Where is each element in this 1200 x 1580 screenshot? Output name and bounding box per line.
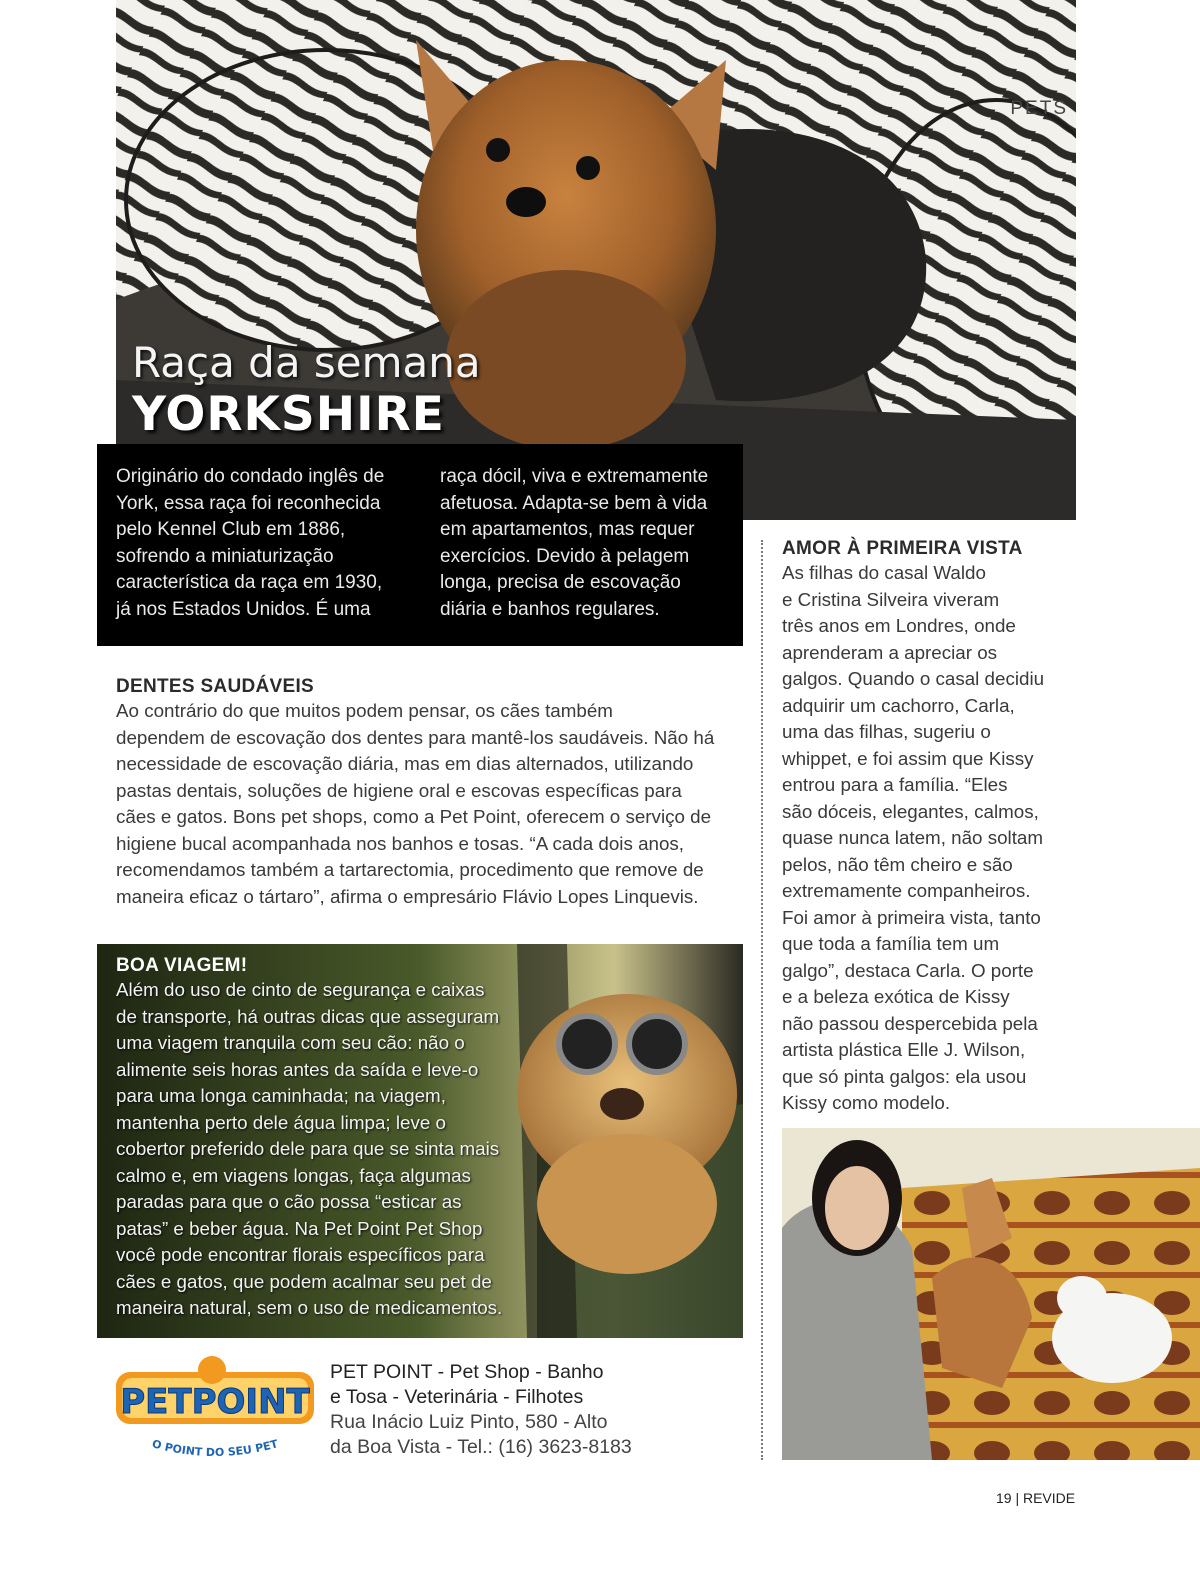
hero-title: YORKSHIRE bbox=[132, 387, 445, 442]
intro-line: raça dócil, viva e extremamente bbox=[440, 466, 709, 487]
amor-heading: AMOR À PRIMEIRA VISTA bbox=[782, 538, 1023, 559]
body-line: paradas para que o cão possa “esticar as bbox=[116, 1191, 462, 1212]
hero-kicker: Raça da semana bbox=[132, 338, 481, 387]
body-line: alimente seis horas antes da saída e leve-o bbox=[116, 1058, 479, 1080]
body-line: whippet, e foi assim que Kissy bbox=[782, 747, 1034, 769]
dentes-body bbox=[116, 698, 746, 910]
footer-address-line: da Boa Vista - Tel.: (16) 3623-8183 bbox=[330, 1436, 632, 1458]
intro-column-1 bbox=[116, 464, 416, 623]
body-line: galgos. Quando o casal decidiu bbox=[782, 668, 1045, 689]
intro-line: característica da raça em 1930, bbox=[116, 572, 383, 593]
body-line: entrou para a família. “Eles bbox=[782, 774, 1008, 795]
body-line: adquirir um cachorro, Carla, bbox=[782, 694, 1015, 716]
body-line: de transporte, há outras dicas que asseguram bbox=[116, 1005, 500, 1027]
viagem-article bbox=[97, 944, 743, 1338]
logo-tagline: O POINT DO SEU PET bbox=[150, 1437, 280, 1460]
body-line: mantenha perto dele água limpa; leve o bbox=[116, 1111, 446, 1133]
body-line: que toda a família tem um bbox=[782, 933, 1000, 954]
intro-box bbox=[97, 444, 743, 646]
body-line: não passou despercebida pela bbox=[782, 1012, 1038, 1034]
hero-photo bbox=[116, 0, 1076, 520]
body-line: Ao contrário do que muitos podem pensar, os cães também bbox=[116, 700, 613, 721]
body-line: cobertor preferido dele para que se sinta mais bbox=[116, 1138, 500, 1159]
body-line: que só pinta galgos: ela usou bbox=[782, 1065, 1027, 1087]
intro-line: exercícios. Devido à pelagem bbox=[440, 545, 690, 567]
dentes-article bbox=[116, 676, 746, 910]
body-line: maneira natural, sem o uso de medicamentos. bbox=[116, 1297, 503, 1318]
body-line: patas” e beber água. Na Pet Point Pet Shop bbox=[116, 1217, 483, 1239]
intro-line: longa, precisa de escovação bbox=[440, 572, 681, 593]
body-line: extremamente companheiros. bbox=[782, 880, 1031, 901]
body-line: uma das filhas, sugeriu o bbox=[782, 721, 991, 742]
body-line: para uma longa caminhada; na viagem, bbox=[116, 1085, 446, 1106]
footer-name-line: PET POINT - Pet Shop - Banho bbox=[330, 1361, 604, 1383]
body-line: pelos, não têm cheiro e são bbox=[782, 853, 1013, 875]
intro-line: Originário do condado inglês de bbox=[116, 466, 385, 487]
column-divider bbox=[761, 540, 763, 1460]
footer-address-line: Rua Inácio Luiz Pinto, 580 - Alto bbox=[330, 1411, 608, 1433]
body-line: dependem de escovação dos dentes para mantê-los saudáveis. Não há bbox=[116, 726, 715, 748]
body-line: Kissy como modelo. bbox=[782, 1092, 951, 1113]
body-line: e a beleza exótica de Kissy bbox=[782, 986, 1010, 1007]
page-number: 19 | REVIDE bbox=[996, 1490, 1076, 1506]
viagem-text bbox=[116, 955, 576, 1322]
footer-business-name bbox=[330, 1360, 604, 1410]
intro-column-2 bbox=[440, 464, 740, 623]
logo-wordmark: PETPOINT bbox=[120, 1382, 310, 1422]
intro-line: afetuosa. Adapta-se bem à vida bbox=[440, 492, 708, 514]
viagem-heading: BOA VIAGEM! bbox=[116, 955, 248, 976]
intro-line: sofrendo a miniaturização bbox=[116, 545, 334, 567]
yorkshire-photo bbox=[116, 0, 1076, 520]
section-label: PETS bbox=[1010, 98, 1068, 119]
body-line: pastas dentais, soluções de higiene oral e escovas específicas para bbox=[116, 779, 682, 801]
intro-line: em apartamentos, mas requer bbox=[440, 519, 695, 540]
body-line: Foi amor à primeira vista, tanto bbox=[782, 906, 1041, 928]
body-line: artista plástica Elle J. Wilson, bbox=[782, 1039, 1026, 1060]
petpoint-logo bbox=[112, 1356, 318, 1464]
dentes-heading: DENTES SAUDÁVEIS bbox=[116, 676, 315, 697]
woman-whippet-illustration bbox=[782, 1128, 1200, 1460]
body-line: galgo”, destaca Carla. O porte bbox=[782, 959, 1034, 981]
intro-line: York, essa raça foi reconhecida bbox=[116, 492, 381, 514]
body-line: recomendamos também a tartarectomia, procedimento que remove de bbox=[116, 859, 704, 880]
body-line: quase nunca latem, não soltam bbox=[782, 827, 1044, 848]
body-line: três anos em Londres, onde bbox=[782, 615, 1016, 636]
body-line: cães e gatos, que podem acalmar seu pet de bbox=[116, 1270, 492, 1292]
body-line: aprenderam a apreciar os bbox=[782, 641, 998, 663]
body-line: necessidade de escovação diária, mas em dias alternados, utilizando bbox=[116, 753, 694, 774]
petpoint-logo-art bbox=[112, 1356, 318, 1464]
body-line: As filhas do casal Waldo bbox=[782, 562, 986, 583]
intro-line: já nos Estados Unidos. É uma bbox=[116, 598, 371, 620]
body-line: cães e gatos. Bons pet shops, como a Pet Point, oferecem o serviço de bbox=[116, 806, 712, 827]
body-line: higiene bucal acompanhada nos banhos e tosas. “A cada dois anos, bbox=[116, 832, 685, 854]
amor-article bbox=[782, 538, 1082, 1117]
body-line: são dóceis, elegantes, calmos, bbox=[782, 800, 1039, 822]
body-line: uma viagem tranquila com seu cão: não o bbox=[116, 1032, 465, 1053]
body-line: Além do uso de cinto de segurança e caixas bbox=[116, 979, 485, 1000]
footer-address bbox=[330, 1410, 632, 1460]
woman-whippet-photo bbox=[782, 1128, 1200, 1460]
body-line: você pode encontrar florais específicos para bbox=[116, 1244, 485, 1265]
body-line: e Cristina Silveira viveram bbox=[782, 588, 1000, 610]
intro-line: pelo Kennel Club em 1886, bbox=[116, 519, 346, 540]
body-line: calmo e, em viagens longas, faça algumas bbox=[116, 1164, 471, 1186]
body-line: maneira eficaz o tártaro”, afirma o empresário Flávio Lopes Linquevis. bbox=[116, 885, 699, 907]
intro-line: diária e banhos regulares. bbox=[440, 598, 660, 620]
footer-name-line: e Tosa - Veterinária - Filhotes bbox=[330, 1386, 584, 1408]
